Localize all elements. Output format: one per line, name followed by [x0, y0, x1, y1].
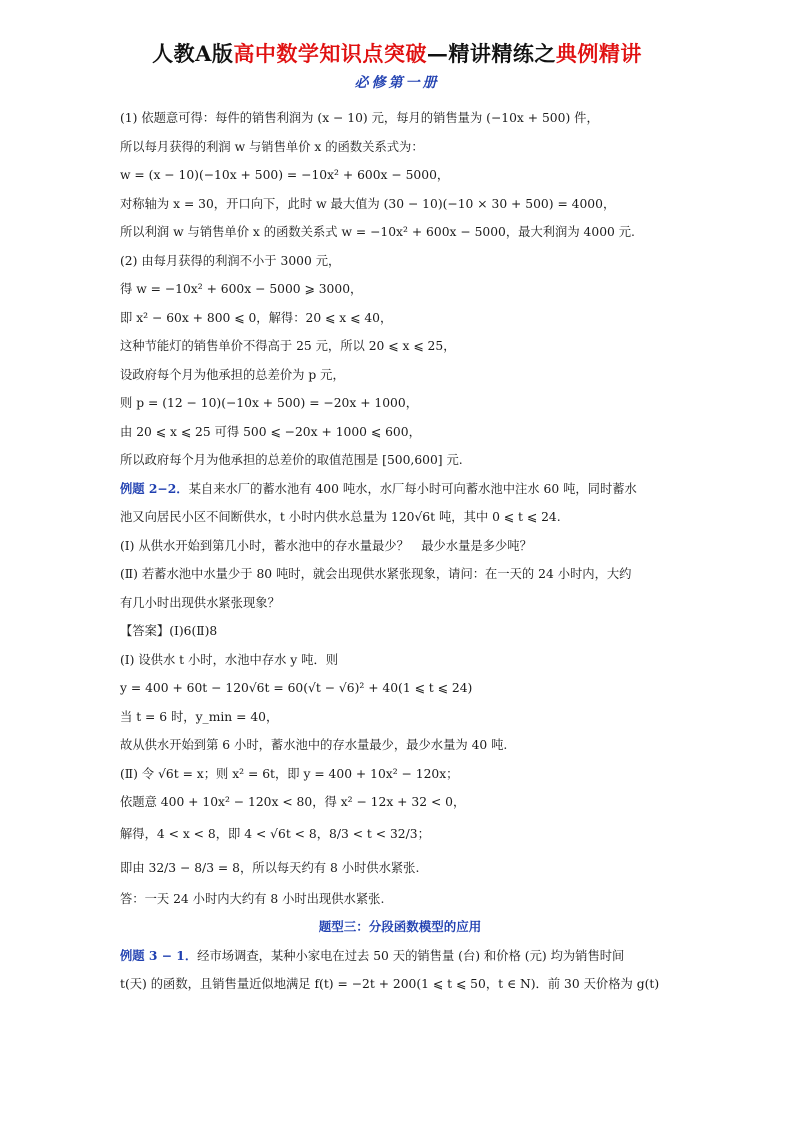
line-text: (1) 依题意可得：每件的销售利润为 (x − 10) 元，每月的销售量为 (−10x + 500) 件， — [120, 111, 599, 125]
example-line — [120, 475, 680, 504]
line-text: 即 x² − 60x + 800 ⩽ 0，解得：20 ⩽ x ⩽ 40， — [120, 310, 393, 325]
example-line — [120, 942, 680, 971]
line-text: 所以每月获得的利润 w 与销售单价 x 的函数关系式为： — [120, 139, 424, 154]
example-label: 例题 3 − 1． — [120, 947, 198, 963]
text-line — [120, 304, 680, 333]
text-line — [120, 560, 680, 589]
text-line — [120, 674, 680, 703]
text-line — [120, 218, 680, 247]
text-line — [120, 332, 680, 361]
text-line — [120, 161, 680, 190]
title-series: —精讲精练之 — [426, 41, 556, 66]
line-text: 【答案】(Ⅰ)6(Ⅱ)8 — [120, 624, 218, 638]
line-text: 即由 32/3 − 8/3 = 8，所以每天约有 8 小时供水紧张. — [120, 860, 420, 875]
text-line — [120, 646, 680, 675]
line-text: 所以政府每个月为他承担的总差价的取值范围是 [500,600] 元. — [120, 453, 463, 467]
text-line — [120, 275, 680, 304]
document-body — [120, 104, 680, 999]
line-text: 解得，4 < x < 8，即 4 < √6t < 8，8/3 < t < 32/3； — [120, 826, 430, 841]
line-text: (Ⅰ) 从供水开始到第几小时，蓄水池中的存水量最少？ 最少水量是多少吨？ — [120, 538, 532, 553]
line-text: (Ⅱ) 令 √6t = x；则 x² = 6t，即 y = 400 + 10x² − 120x； — [120, 766, 459, 781]
line-text: w = (x − 10)(−10x + 500) = −10x² + 600x − 5000， — [120, 168, 450, 182]
text-line — [120, 133, 680, 162]
line-text: (Ⅱ) 若蓄水池中水量少于 80 吨时，就会出现供水紧张现象，请问：在一天的 24 小时内，大约 — [120, 567, 632, 581]
line-text: 则 p = (12 − 10)(−10x + 500) = −20x + 1000， — [120, 396, 419, 410]
line-text: (2) 由每月获得的利润不小于 3000 元， — [120, 253, 341, 268]
text-line — [120, 617, 680, 646]
title-topic: 高中数学知识点突破 — [233, 41, 427, 66]
text-line — [120, 503, 680, 532]
line-text: (Ⅰ) 设供水 t 小时，水池中存水 y 吨．则 — [120, 652, 339, 667]
line-text: y = 400 + 60t − 120√6t = 60(√t − √6)² + 40(1 ⩽ t ⩽ 24) — [120, 681, 473, 695]
text-line — [120, 760, 680, 789]
line-text: 这种节能灯的销售单价不得高于 25 元，所以 20 ⩽ x ⩽ 25， — [120, 339, 456, 353]
line-text: 故从供水开始到第 6 小时，蓄水池中的存水量最少，最少水量为 40 吨. — [120, 738, 508, 752]
text-line — [120, 970, 680, 999]
line-text: 经市场调查，某种小家电在过去 50 天的销售量 (台) 和价格 (元) 均为销售时间 — [197, 948, 625, 963]
text-line — [120, 361, 680, 390]
text-line — [120, 703, 680, 732]
line-text: 对称轴为 x = 30，开口向下，此时 w 最大值为 (30 − 10)(−10 × 30 + 500) = 4000， — [120, 196, 616, 211]
text-line — [120, 389, 680, 418]
line-text: 池又向居民小区不间断供水，t 小时内供水总量为 120√6t 吨，其中 0 ⩽ t ⩽ 24. — [120, 510, 561, 524]
line-text: 依题意 400 + 10x² − 120x < 80，得 x² − 12x + 32 < 0， — [120, 795, 466, 809]
section-heading — [120, 913, 680, 942]
document-subtitle: 必修第一册 — [354, 75, 440, 91]
text-line — [120, 247, 680, 276]
text-line — [120, 731, 680, 760]
line-text: 得 w = −10x² + 600x − 5000 ⩾ 3000， — [120, 282, 363, 296]
text-line — [120, 190, 680, 219]
line-text: t(天) 的函数，且销售量近似地满足 f(t) = −2t + 200(1 ⩽ t ⩽ 50，t ∈ N)．前 30 天价格为 g(t) — [120, 977, 660, 991]
text-line — [120, 589, 680, 618]
text-line — [120, 418, 680, 447]
text-line — [120, 885, 680, 914]
title-section: 典例精讲 — [555, 41, 642, 66]
text-line — [120, 788, 680, 817]
document-title — [0, 40, 794, 68]
line-text: 某自来水厂的蓄水池有 400 吨水，水厂每小时可向蓄水池中注水 60 吨，同时蓄水 — [188, 481, 637, 496]
line-text: 所以利润 w 与销售单价 x 的函数关系式 w = −10x² + 600x − 5000，最大利润为 4000 元. — [120, 225, 635, 239]
text-line — [120, 532, 680, 561]
page-header — [0, 40, 794, 92]
section-title: 题型三：分段函数模型的应用 — [318, 919, 482, 934]
line-text: 设政府每个月为他承担的总差价为 p 元， — [120, 367, 345, 382]
line-text: 当 t = 6 时，y_min = 40， — [120, 709, 279, 724]
text-line — [120, 817, 680, 851]
text-line — [120, 104, 680, 133]
example-label: 例题 2−2． — [120, 480, 189, 496]
line-text: 由 20 ⩽ x ⩽ 25 可得 500 ⩽ −20x + 1000 ⩽ 600， — [120, 424, 421, 439]
line-text: 有几小时出现供水紧张现象？ — [120, 595, 280, 610]
line-text: 答：一天 24 小时内大约有 8 小时出现供水紧张. — [120, 891, 385, 906]
text-line — [120, 446, 680, 475]
title-publisher: 人教A版 — [152, 41, 234, 66]
text-line — [120, 851, 680, 885]
